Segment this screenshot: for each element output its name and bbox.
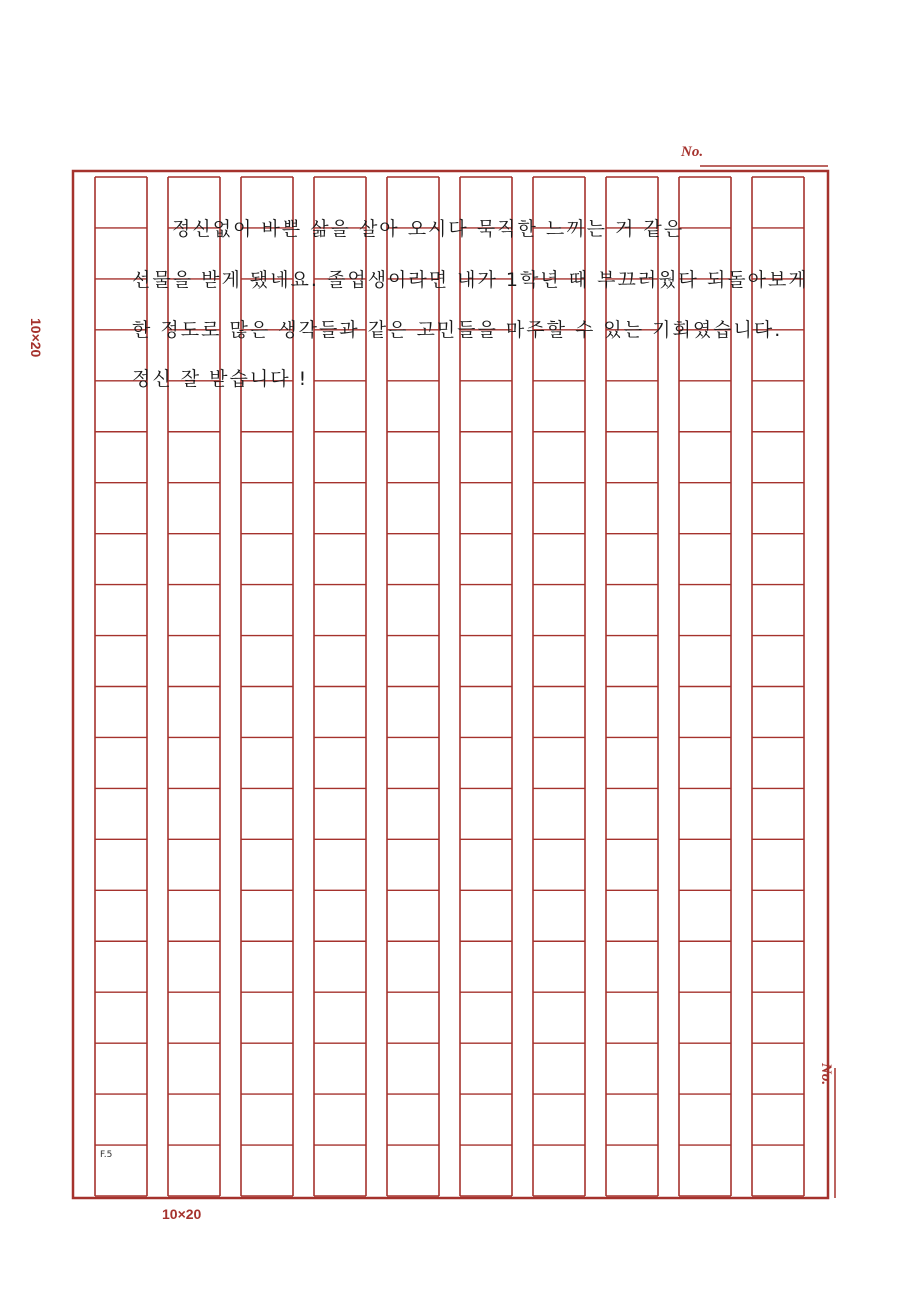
corner-stamp: F.5: [100, 1150, 113, 1160]
handwritten-line-2: 선물을 받게 됐네요. 졸업생이라면 내가 1학년 때 부끄러웠다 되돌아보게: [132, 269, 809, 291]
grid-size-label-side: 10×20: [28, 318, 44, 358]
handwritten-line-1: 정신없이 바쁜 삶을 살아 오시다 묵직한 느끼는 거 같은: [172, 218, 685, 240]
page-number-label-top: No.: [681, 144, 704, 160]
handwritten-line-4: 정신 잘 받습니다 !: [132, 368, 309, 390]
handwritten-line-3: 한 정도로 많은 생각들과 같은 고민들을 마주할 수 있는 기회였습니다.: [132, 319, 783, 341]
grid-size-label-bottom: 10×20: [162, 1206, 202, 1222]
page-number-label-side: No.: [818, 1063, 834, 1086]
